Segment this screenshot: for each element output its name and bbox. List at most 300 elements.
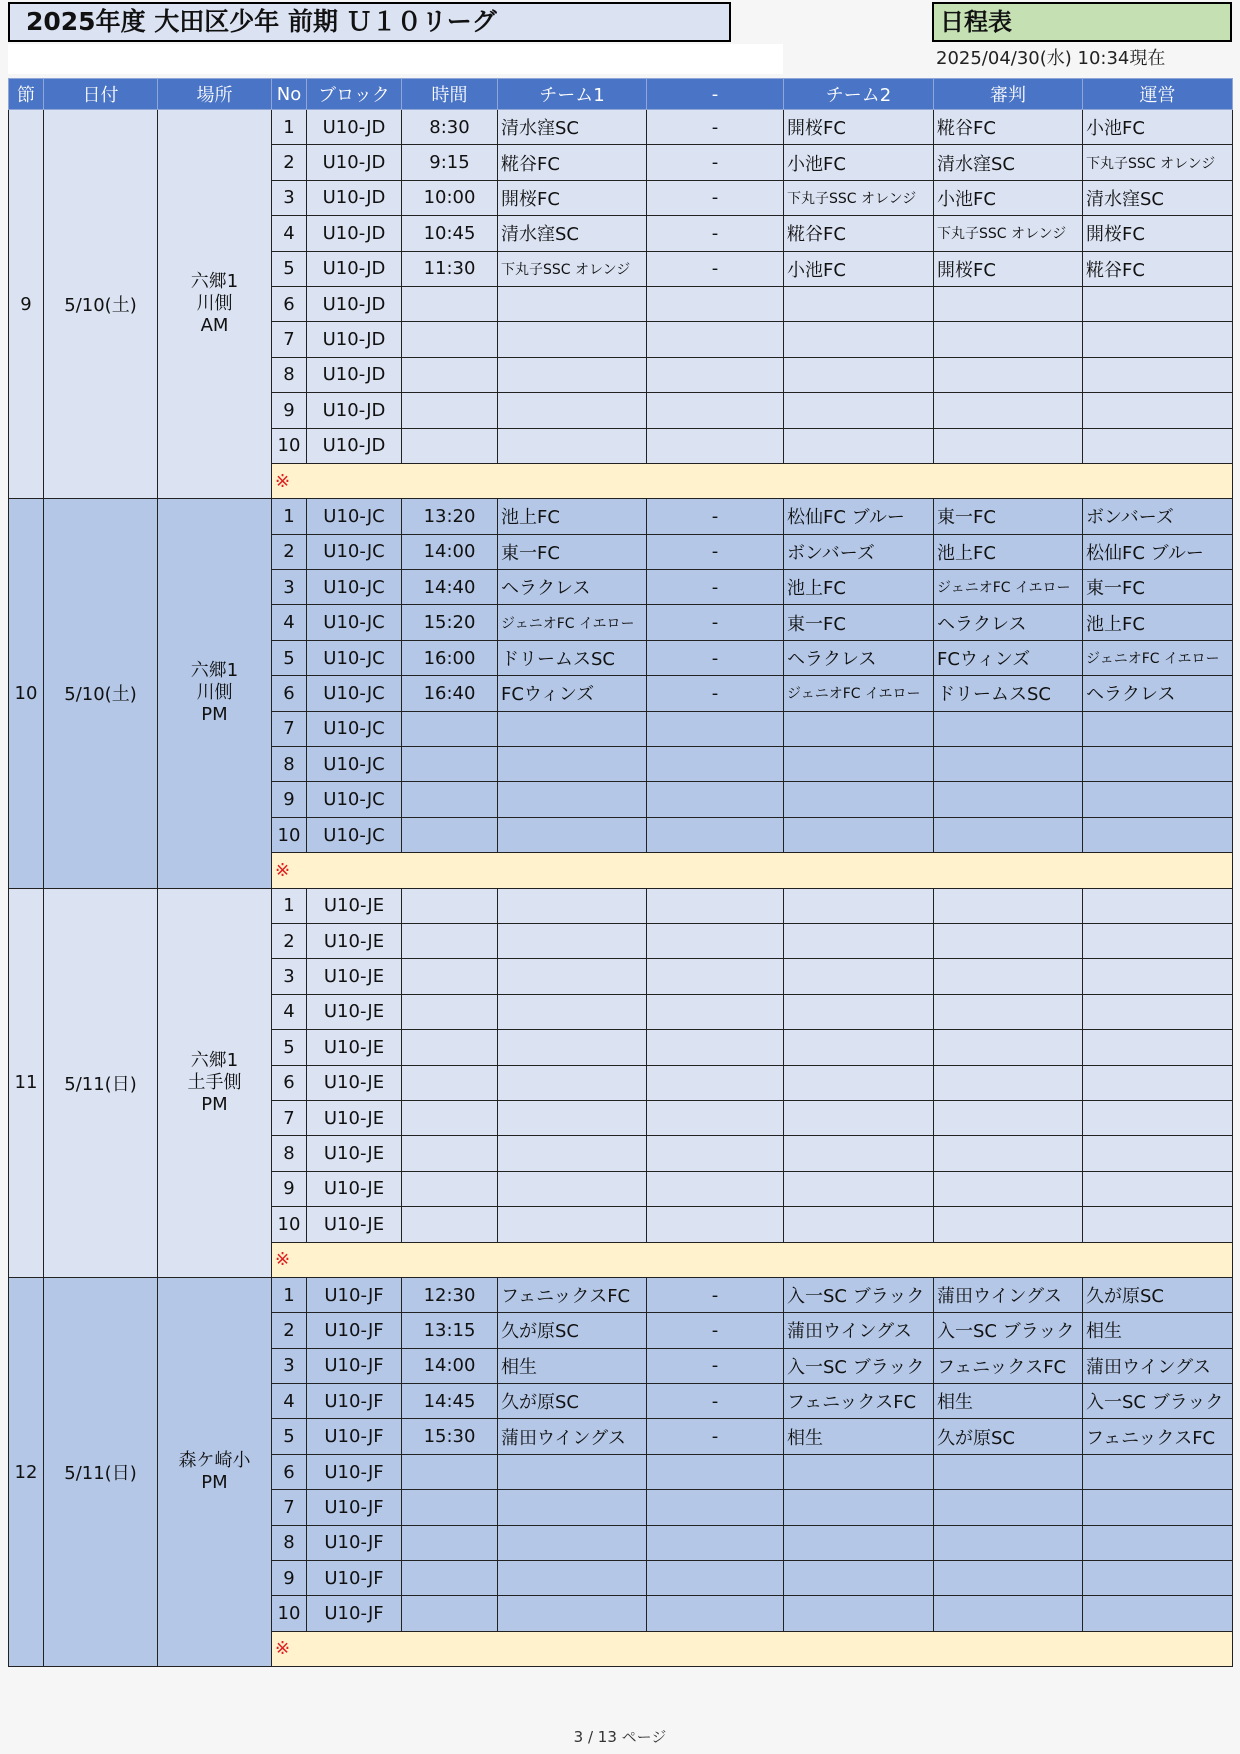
team2-cell (784, 428, 934, 463)
time-cell (402, 923, 498, 958)
referee-cell: 相生 (934, 1384, 1083, 1419)
block-cell: U10-JE (307, 1171, 402, 1206)
team2-cell: 入一SC ブラック (784, 1277, 934, 1312)
dash-cell: - (647, 251, 784, 286)
no-cell: 2 (272, 145, 307, 180)
operation-cell: 蒲田ウイングス (1083, 1348, 1233, 1383)
header-row (9, 79, 1233, 110)
block-cell: U10-JD (307, 322, 402, 357)
block-cell: U10-JD (307, 251, 402, 286)
team2-cell (784, 1207, 934, 1242)
block-cell: U10-JC (307, 605, 402, 640)
referee-cell: FCウィンズ (934, 640, 1083, 675)
referee-cell (934, 1065, 1083, 1100)
referee-cell: フェニックスFC (934, 1348, 1083, 1383)
team2-cell (784, 286, 934, 321)
operation-cell (1083, 711, 1233, 746)
time-cell (402, 1525, 498, 1560)
team2-cell: 蒲田ウイングス (784, 1313, 934, 1348)
dash-cell (647, 1171, 784, 1206)
time-cell: 12:30 (402, 1277, 498, 1312)
no-cell: 4 (272, 605, 307, 640)
note-mark: ※ (272, 463, 1233, 498)
referee-cell: ジェニオFC イエロー (934, 570, 1083, 605)
team1-cell: フェニックスFC (498, 1277, 647, 1312)
referee-cell (934, 959, 1083, 994)
referee-cell (934, 747, 1083, 782)
date-cell: 5/11(日) (44, 1277, 158, 1666)
no-cell: 1 (272, 110, 307, 145)
referee-cell (934, 357, 1083, 392)
referee-cell (934, 1561, 1083, 1596)
operation-cell (1083, 1100, 1233, 1135)
referee-cell (934, 817, 1083, 852)
block-cell: U10-JE (307, 923, 402, 958)
team2-cell: ジェニオFC イエロー (784, 676, 934, 711)
team2-cell (784, 888, 934, 923)
venue-line: 川側 (196, 293, 233, 315)
no-cell: 8 (272, 1136, 307, 1171)
time-cell (402, 1171, 498, 1206)
block-cell: U10-JC (307, 676, 402, 711)
block-cell: U10-JE (307, 1065, 402, 1100)
dash-cell (647, 1561, 784, 1596)
block-cell: U10-JC (307, 782, 402, 817)
col-operation-header: 運営 (1083, 79, 1233, 110)
block-cell: U10-JF (307, 1561, 402, 1596)
operation-cell (1083, 393, 1233, 428)
team2-cell (784, 747, 934, 782)
operation-cell: 小池FC (1083, 110, 1233, 145)
time-cell (402, 1030, 498, 1065)
note-mark: ※ (272, 1242, 1233, 1277)
dash-cell (647, 1136, 784, 1171)
no-cell: 5 (272, 1419, 307, 1454)
no-cell: 6 (272, 286, 307, 321)
time-cell: 13:15 (402, 1313, 498, 1348)
venue-line: PM (201, 1093, 228, 1115)
no-cell: 3 (272, 959, 307, 994)
venue-line: 土手側 (187, 1071, 242, 1093)
team1-cell (498, 1490, 647, 1525)
team1-cell (498, 1207, 647, 1242)
block-cell: U10-JC (307, 499, 402, 534)
referee-cell (934, 1490, 1083, 1525)
team1-cell (498, 1454, 647, 1489)
team1-cell (498, 1065, 647, 1100)
dash-cell: - (647, 499, 784, 534)
referee-cell (934, 1596, 1083, 1631)
schedule-label: 日程表 (932, 2, 1232, 42)
team1-cell (498, 1100, 647, 1135)
time-cell: 14:00 (402, 534, 498, 569)
no-cell: 3 (272, 1348, 307, 1383)
time-cell: 9:15 (402, 145, 498, 180)
referee-cell (934, 782, 1083, 817)
team1-cell: 下丸子SSC オレンジ (498, 251, 647, 286)
date-cell: 5/11(日) (44, 888, 158, 1277)
dash-cell (647, 357, 784, 392)
team2-cell: 下丸子SSC オレンジ (784, 180, 934, 215)
operation-cell (1083, 322, 1233, 357)
no-cell: 7 (272, 1100, 307, 1135)
time-cell (402, 711, 498, 746)
time-cell: 10:00 (402, 180, 498, 215)
referee-cell (934, 1171, 1083, 1206)
team1-cell: 清水窪SC (498, 110, 647, 145)
team2-cell (784, 1030, 934, 1065)
no-cell: 4 (272, 994, 307, 1029)
block-cell: U10-JD (307, 180, 402, 215)
block-cell: U10-JF (307, 1419, 402, 1454)
operation-cell (1083, 994, 1233, 1029)
team1-cell: 開桜FC (498, 180, 647, 215)
referee-cell (934, 1454, 1083, 1489)
dash-cell (647, 1490, 784, 1525)
no-cell: 1 (272, 499, 307, 534)
team1-cell: ドリームスSC (498, 640, 647, 675)
team1-cell: 糀谷FC (498, 145, 647, 180)
team2-cell (784, 994, 934, 1029)
team2-cell: 小池FC (784, 145, 934, 180)
dash-cell (647, 888, 784, 923)
table-row (9, 110, 1233, 145)
operation-cell: フェニックスFC (1083, 1419, 1233, 1454)
time-cell (402, 782, 498, 817)
time-cell (402, 888, 498, 923)
dash-cell: - (647, 1419, 784, 1454)
team2-cell (784, 711, 934, 746)
time-cell (402, 1454, 498, 1489)
no-cell: 6 (272, 676, 307, 711)
referee-cell (934, 1525, 1083, 1560)
referee-cell: 清水窪SC (934, 145, 1083, 180)
team1-cell: 池上FC (498, 499, 647, 534)
no-cell: 4 (272, 216, 307, 251)
dash-cell: - (647, 145, 784, 180)
time-cell (402, 747, 498, 782)
time-cell (402, 1561, 498, 1596)
no-cell: 1 (272, 888, 307, 923)
team2-cell (784, 923, 934, 958)
referee-cell (934, 1207, 1083, 1242)
team1-cell: ヘラクレス (498, 570, 647, 605)
time-cell: 15:30 (402, 1419, 498, 1454)
block-cell: U10-JD (307, 286, 402, 321)
dash-cell (647, 1030, 784, 1065)
team2-cell (784, 322, 934, 357)
page-title: 2025年度 大田区少年 前期 Ｕ１０リーグ (8, 2, 731, 42)
team1-cell (498, 357, 647, 392)
venue-line: 森ケ崎小 (178, 1450, 251, 1472)
col-block-header: ブロック (307, 79, 402, 110)
referee-cell (934, 888, 1083, 923)
dash-cell (647, 1596, 784, 1631)
dash-cell: - (647, 570, 784, 605)
referee-cell: 糀谷FC (934, 110, 1083, 145)
matchday-cell: 12 (9, 1277, 44, 1666)
referee-cell (934, 1100, 1083, 1135)
operation-cell (1083, 1596, 1233, 1631)
time-cell (402, 959, 498, 994)
operation-cell (1083, 1136, 1233, 1171)
title-underlay (8, 44, 783, 74)
time-cell: 14:45 (402, 1384, 498, 1419)
dash-cell (647, 1100, 784, 1135)
referee-cell: 池上FC (934, 534, 1083, 569)
team1-cell (498, 1561, 647, 1596)
no-cell: 9 (272, 1171, 307, 1206)
dash-cell (647, 1065, 784, 1100)
team1-cell (498, 1171, 647, 1206)
team2-cell: 入一SC ブラック (784, 1348, 934, 1383)
block-cell: U10-JD (307, 145, 402, 180)
referee-cell (934, 994, 1083, 1029)
team2-cell (784, 959, 934, 994)
venue-line: 川側 (196, 682, 233, 704)
team1-cell: 相生 (498, 1348, 647, 1383)
team1-cell: 東一FC (498, 534, 647, 569)
venue-line: PM (201, 704, 228, 726)
referee-cell (934, 286, 1083, 321)
block-cell: U10-JE (307, 1030, 402, 1065)
date-cell: 5/10(土) (44, 499, 158, 888)
block-cell: U10-JD (307, 428, 402, 463)
col-setsu-header: 節 (9, 79, 44, 110)
matchday-cell: 10 (9, 499, 44, 888)
team2-cell: 開桜FC (784, 110, 934, 145)
block-cell: U10-JC (307, 747, 402, 782)
time-cell: 16:00 (402, 640, 498, 675)
referee-cell: 久が原SC (934, 1419, 1083, 1454)
referee-cell (934, 1136, 1083, 1171)
team1-cell (498, 817, 647, 852)
dash-cell: - (647, 605, 784, 640)
time-cell (402, 1136, 498, 1171)
referee-cell (934, 322, 1083, 357)
venue-cell (158, 499, 272, 888)
time-cell: 14:40 (402, 570, 498, 605)
venue-cell (158, 888, 272, 1277)
team2-cell (784, 1596, 934, 1631)
dash-cell: - (647, 110, 784, 145)
no-cell: 4 (272, 1384, 307, 1419)
time-cell (402, 1490, 498, 1525)
time-cell (402, 1596, 498, 1631)
block-cell: U10-JC (307, 570, 402, 605)
operation-cell (1083, 1525, 1233, 1560)
team2-cell: フェニックスFC (784, 1384, 934, 1419)
block-cell: U10-JE (307, 1207, 402, 1242)
operation-cell: 相生 (1083, 1313, 1233, 1348)
no-cell: 5 (272, 640, 307, 675)
team1-cell: 清水窪SC (498, 216, 647, 251)
block-cell: U10-JE (307, 888, 402, 923)
referee-cell: 下丸子SSC オレンジ (934, 216, 1083, 251)
dash-cell (647, 1525, 784, 1560)
team1-cell (498, 393, 647, 428)
team2-cell: ボンバーズ (784, 534, 934, 569)
dash-cell: - (647, 1277, 784, 1312)
operation-cell: 清水窪SC (1083, 180, 1233, 215)
col-referee-header: 審判 (934, 79, 1083, 110)
page-number: 3 / 13 ページ (573, 1728, 667, 1746)
col-date-header: 日付 (44, 79, 158, 110)
block-cell: U10-JF (307, 1490, 402, 1525)
venue-line: AM (200, 315, 229, 337)
operation-cell (1083, 1561, 1233, 1596)
col-team2-header: チーム2 (784, 79, 934, 110)
team2-cell: ヘラクレス (784, 640, 934, 675)
time-cell (402, 994, 498, 1029)
time-cell (402, 322, 498, 357)
operation-cell: 開桜FC (1083, 216, 1233, 251)
dash-cell (647, 747, 784, 782)
operation-cell (1083, 1490, 1233, 1525)
time-cell: 15:20 (402, 605, 498, 640)
note-mark: ※ (272, 853, 1233, 888)
referee-cell (934, 393, 1083, 428)
team1-cell (498, 711, 647, 746)
block-cell: U10-JF (307, 1348, 402, 1383)
col-time-header: 時間 (402, 79, 498, 110)
dash-cell (647, 286, 784, 321)
time-cell (402, 393, 498, 428)
matchday-cell: 9 (9, 110, 44, 499)
team1-cell (498, 923, 647, 958)
block-cell: U10-JC (307, 640, 402, 675)
block-cell: U10-JE (307, 1100, 402, 1135)
venue-line: 六郷1 (190, 271, 239, 293)
block-cell: U10-JF (307, 1596, 402, 1631)
operation-cell: 入一SC ブラック (1083, 1384, 1233, 1419)
venue-cell (158, 1277, 272, 1666)
team1-cell (498, 428, 647, 463)
dash-cell (647, 782, 784, 817)
no-cell: 9 (272, 1561, 307, 1596)
team2-cell (784, 1561, 934, 1596)
operation-cell (1083, 747, 1233, 782)
referee-cell: ドリームスSC (934, 676, 1083, 711)
operation-cell (1083, 1454, 1233, 1489)
dash-cell (647, 393, 784, 428)
no-cell: 10 (272, 1207, 307, 1242)
block-cell: U10-JF (307, 1384, 402, 1419)
team1-cell (498, 747, 647, 782)
team2-cell (784, 817, 934, 852)
time-cell (402, 1100, 498, 1135)
no-cell: 8 (272, 357, 307, 392)
team1-cell (498, 959, 647, 994)
operation-cell (1083, 1207, 1233, 1242)
dash-cell: - (647, 534, 784, 569)
time-cell (402, 428, 498, 463)
dash-cell (647, 1207, 784, 1242)
no-cell: 10 (272, 428, 307, 463)
operation-cell (1083, 888, 1233, 923)
team1-cell (498, 322, 647, 357)
team2-cell: 松仙FC ブルー (784, 499, 934, 534)
dash-cell: - (647, 640, 784, 675)
operation-cell: 久が原SC (1083, 1277, 1233, 1312)
schedule-table (8, 78, 1233, 1667)
no-cell: 2 (272, 534, 307, 569)
time-cell: 13:20 (402, 499, 498, 534)
dash-cell: - (647, 180, 784, 215)
team1-cell: ジェニオFC イエロー (498, 605, 647, 640)
team1-cell: FCウィンズ (498, 676, 647, 711)
block-cell: U10-JF (307, 1277, 402, 1312)
dash-cell (647, 711, 784, 746)
operation-cell (1083, 959, 1233, 994)
time-cell (402, 1207, 498, 1242)
team2-cell (784, 393, 934, 428)
referee-cell: ヘラクレス (934, 605, 1083, 640)
no-cell: 6 (272, 1454, 307, 1489)
operation-cell (1083, 1171, 1233, 1206)
time-cell: 11:30 (402, 251, 498, 286)
team2-cell (784, 782, 934, 817)
block-cell: U10-JE (307, 959, 402, 994)
team2-cell (784, 1171, 934, 1206)
as-of-timestamp: 2025/04/30(水) 10:34現在 (936, 48, 1166, 69)
dash-cell: - (647, 216, 784, 251)
operation-cell: 下丸子SSC オレンジ (1083, 145, 1233, 180)
block-cell: U10-JF (307, 1525, 402, 1560)
team1-cell (498, 1525, 647, 1560)
team2-cell: 糀谷FC (784, 216, 934, 251)
no-cell: 5 (272, 1030, 307, 1065)
operation-cell (1083, 428, 1233, 463)
col-venue-header: 場所 (158, 79, 272, 110)
no-cell: 7 (272, 1490, 307, 1525)
team1-cell: 久が原SC (498, 1384, 647, 1419)
team1-cell (498, 994, 647, 1029)
time-cell (402, 817, 498, 852)
dash-cell: - (647, 1384, 784, 1419)
team2-cell: 池上FC (784, 570, 934, 605)
team2-cell (784, 1525, 934, 1560)
referee-cell (934, 711, 1083, 746)
referee-cell: 入一SC ブラック (934, 1313, 1083, 1348)
team2-cell (784, 1454, 934, 1489)
block-cell: U10-JF (307, 1454, 402, 1489)
block-cell: U10-JC (307, 711, 402, 746)
operation-cell: ボンバーズ (1083, 499, 1233, 534)
team2-cell (784, 1136, 934, 1171)
block-cell: U10-JD (307, 110, 402, 145)
no-cell: 5 (272, 251, 307, 286)
table-row (9, 1277, 1233, 1312)
col-no-header: No (272, 79, 307, 110)
block-cell: U10-JE (307, 994, 402, 1029)
block-cell: U10-JC (307, 534, 402, 569)
no-cell: 2 (272, 923, 307, 958)
team1-cell: 蒲田ウイングス (498, 1419, 647, 1454)
operation-cell: 松仙FC ブルー (1083, 534, 1233, 569)
no-cell: 9 (272, 782, 307, 817)
operation-cell (1083, 357, 1233, 392)
no-cell: 7 (272, 322, 307, 357)
operation-cell (1083, 286, 1233, 321)
operation-cell: 池上FC (1083, 605, 1233, 640)
dash-cell (647, 817, 784, 852)
note-mark: ※ (272, 1631, 1233, 1666)
referee-cell (934, 1030, 1083, 1065)
block-cell: U10-JD (307, 216, 402, 251)
referee-cell (934, 428, 1083, 463)
no-cell: 6 (272, 1065, 307, 1100)
